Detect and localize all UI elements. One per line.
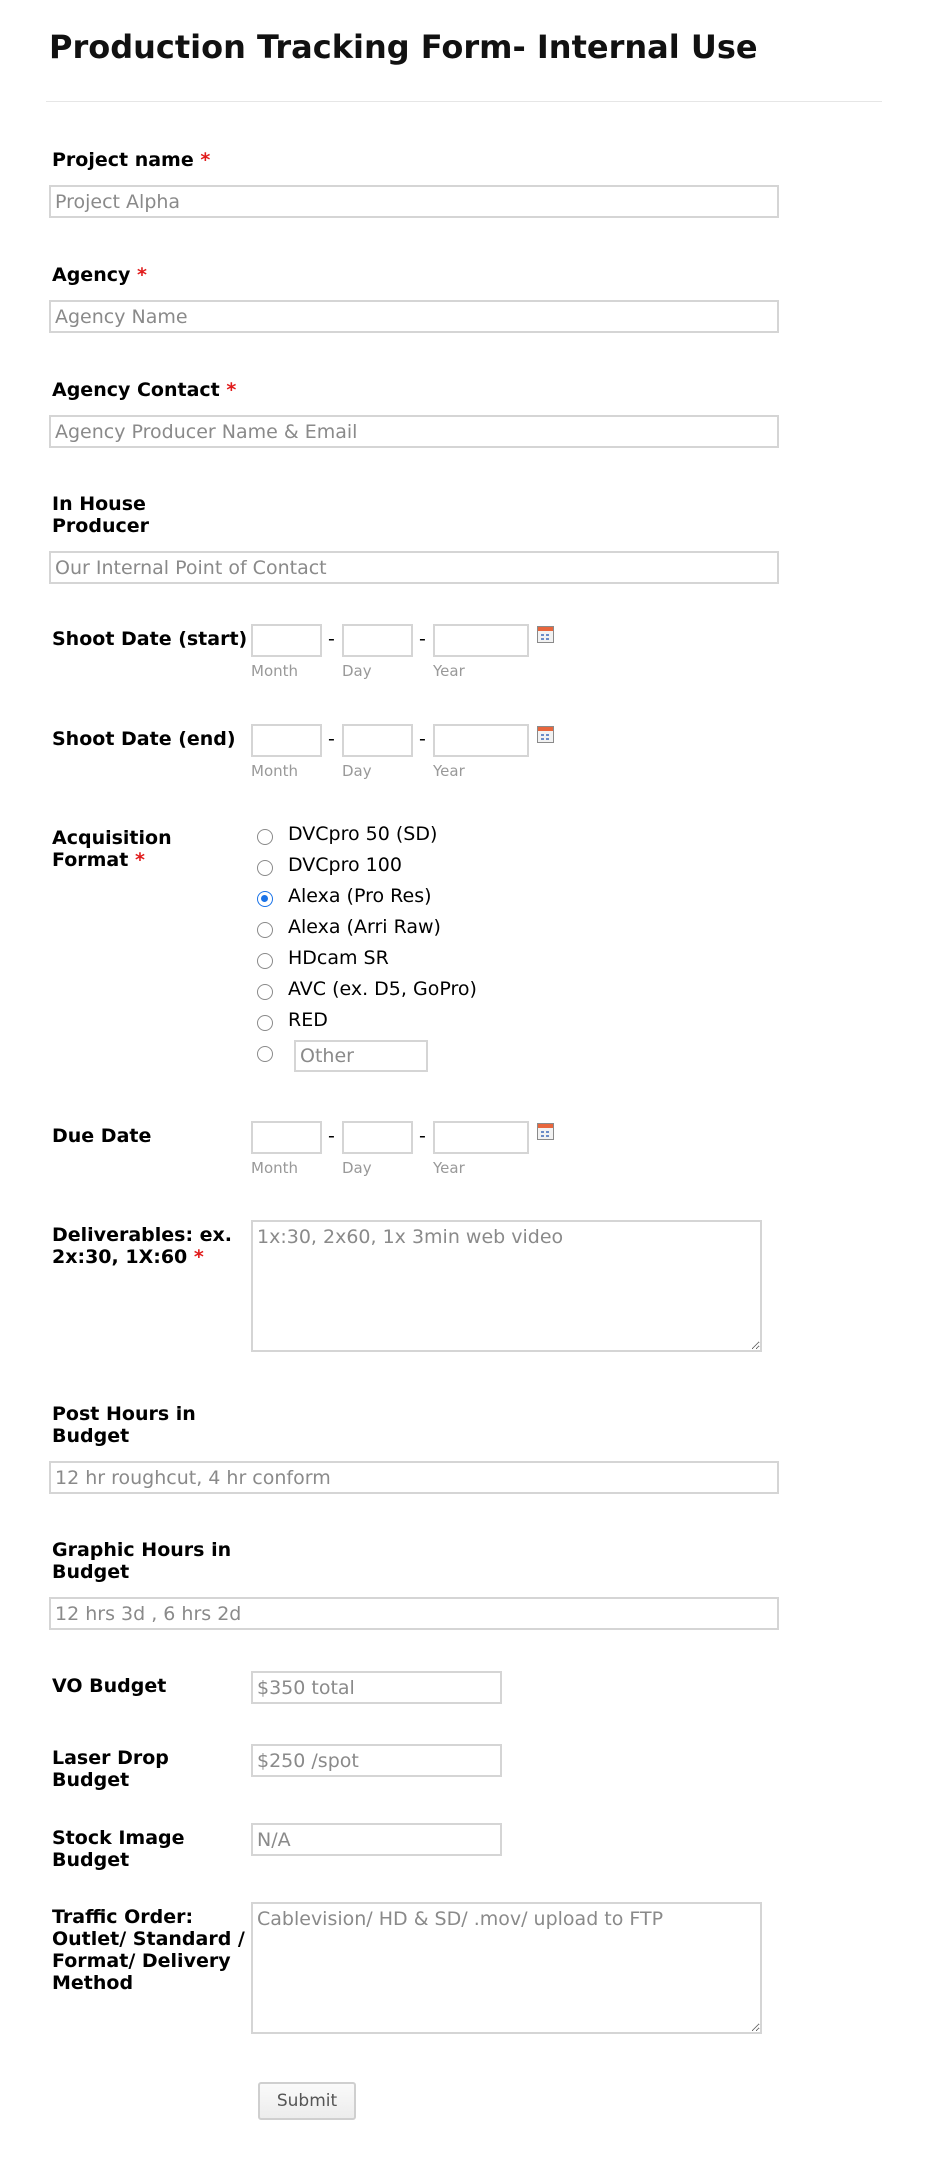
laser-drop-budget-input[interactable] [251,1744,502,1777]
radio-alexa-arri-raw[interactable] [257,922,273,938]
required-mark: * [226,379,237,401]
calendar-icon[interactable] [537,726,554,743]
radio-other[interactable] [257,1046,273,1062]
radio-label-alexa-arri-raw[interactable]: Alexa (Arri Raw) [288,916,441,938]
day-sublabel: Day [342,662,372,680]
shoot-date-end-label: Shoot Date (end) [52,728,236,750]
month-sublabel: Month [251,762,299,780]
traffic-order-label-line4: Method [52,1972,134,1994]
radio-dvcpro-100[interactable] [257,860,273,876]
post-hours-label-line2: Budget [52,1425,130,1447]
vo-budget-label: VO Budget [52,1675,167,1697]
year-sublabel: Year [433,1159,465,1177]
month-sublabel: Month [251,1159,299,1177]
traffic-order-label [52,1906,245,1994]
calendar-icon[interactable] [537,1123,554,1140]
agency-contact-label-text: Agency Contact [52,379,220,401]
laser-drop-label-line2: Budget [52,1769,130,1791]
radio-dvcpro-50[interactable] [257,829,273,845]
project-name-input[interactable] [49,185,779,218]
agency-input[interactable] [49,300,779,333]
radio-label-avc[interactable]: AVC (ex. D5, GoPro) [288,978,477,1000]
radio-alexa-pro-res[interactable] [257,891,273,907]
project-name-label-text: Project name [52,149,194,171]
required-mark: * [137,264,147,286]
due-day-input[interactable] [342,1121,413,1154]
required-mark: * [134,849,145,871]
year-sublabel: Year [433,762,465,780]
radio-label-dvcpro-50[interactable]: DVCpro 50 (SD) [288,823,438,845]
acquisition-format-label [52,827,172,871]
agency-label-text: Agency [52,264,131,286]
date-separator: - [419,1125,426,1147]
form-title: Production Tracking Form- Internal Use [49,28,758,66]
stock-image-label-line2: Budget [52,1849,130,1871]
agency-label [52,264,147,286]
date-separator: - [419,628,426,650]
radio-label-hdcam-sr[interactable]: HDcam SR [288,947,389,969]
due-year-input[interactable] [433,1121,529,1154]
shoot-end-month-input[interactable] [251,724,322,757]
required-mark: * [193,1246,204,1268]
shoot-start-month-input[interactable] [251,624,322,657]
shoot-end-day-input[interactable] [342,724,413,757]
required-mark: * [200,149,211,171]
laser-drop-budget-label [52,1747,169,1791]
radio-label-alexa-pro-res[interactable]: Alexa (Pro Res) [288,885,432,907]
post-hours-label-line1: Post Hours in [52,1403,196,1425]
day-sublabel: Day [342,762,372,780]
agency-contact-label [52,379,236,401]
acquisition-format-label-line1: Acquisition [52,827,172,849]
in-house-producer-label [52,493,149,537]
project-name-label [52,149,210,171]
agency-contact-input[interactable] [49,415,779,448]
deliverables-textarea[interactable] [251,1220,762,1352]
laser-drop-label-line1: Laser Drop [52,1747,169,1769]
graphic-hours-input[interactable] [49,1597,779,1630]
radio-hdcam-sr[interactable] [257,953,273,969]
shoot-date-start-label: Shoot Date (start) [52,628,248,650]
traffic-order-label-line2: Outlet/ Standard / [52,1928,245,1950]
deliverables-label-line1: Deliverables: ex. [52,1224,233,1246]
in-house-producer-input[interactable] [49,551,779,584]
shoot-end-year-input[interactable] [433,724,529,757]
post-hours-label [52,1403,196,1447]
submit-button[interactable]: Submit [258,2082,356,2120]
date-separator: - [419,728,426,750]
day-sublabel: Day [342,1159,372,1177]
other-format-input[interactable] [294,1040,428,1072]
stock-image-budget-label [52,1827,185,1871]
deliverables-label-line2: 2x:30, 1X:60 [52,1246,188,1268]
date-separator: - [328,728,335,750]
acquisition-format-label-line2: Format [52,849,129,871]
radio-label-red[interactable]: RED [288,1009,328,1031]
graphic-hours-label-line2: Budget [52,1561,130,1583]
graphic-hours-label-line1: Graphic Hours in [52,1539,232,1561]
graphic-hours-label [52,1539,231,1583]
traffic-order-label-line1: Traffic Order: [52,1906,194,1928]
shoot-start-year-input[interactable] [433,624,529,657]
date-separator: - [328,1125,335,1147]
shoot-start-day-input[interactable] [342,624,413,657]
stock-image-label-line1: Stock Image [52,1827,185,1849]
title-divider [46,101,882,102]
traffic-order-label-line3: Format/ Delivery [52,1950,231,1972]
date-separator: - [328,628,335,650]
radio-avc[interactable] [257,984,273,1000]
traffic-order-textarea[interactable] [251,1902,762,2034]
post-hours-input[interactable] [49,1461,779,1494]
month-sublabel: Month [251,662,299,680]
in-house-producer-label-line1: In House [52,493,146,515]
calendar-icon[interactable] [537,626,554,643]
radio-label-dvcpro-100[interactable]: DVCpro 100 [288,854,402,876]
in-house-producer-label-line2: Producer [52,515,149,537]
stock-image-budget-input[interactable] [251,1823,502,1856]
due-month-input[interactable] [251,1121,322,1154]
vo-budget-input[interactable] [251,1671,502,1704]
deliverables-label [52,1224,232,1268]
radio-red[interactable] [257,1015,273,1031]
due-date-label: Due Date [52,1125,152,1147]
year-sublabel: Year [433,662,465,680]
